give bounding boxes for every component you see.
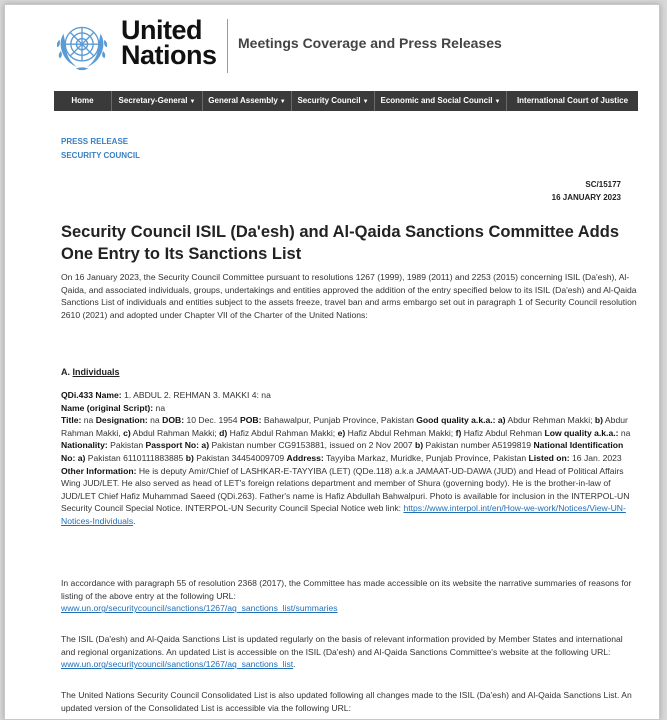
entry-gq-e-val: Hafiz Abdul Rehman Makki; (345, 427, 456, 438)
summaries-link[interactable]: www.un.org/securitycouncil/sanctions/1267/aq_sanctions_list/summaries (61, 603, 338, 614)
entry-addr-label: Address: (286, 452, 324, 463)
nav-general-assembly[interactable] (203, 91, 292, 111)
nav-security-council[interactable] (292, 91, 375, 111)
entry-nid-b-val: Pakistan 34454009709 (193, 452, 287, 463)
entry-id-label: QDi.433 Name: (61, 390, 122, 400)
entry-gq-f: f) (455, 427, 462, 438)
list-paragraph (61, 633, 639, 671)
entry-lq-value: na (618, 427, 631, 438)
security-council-label[interactable]: SECURITY COUNCIL (61, 151, 140, 160)
entry-orig-value: na (153, 402, 166, 413)
chevron-down-icon: ▼ (494, 99, 501, 105)
nav-secretary-general[interactable] (112, 91, 203, 111)
un-emblem-icon[interactable] (51, 15, 113, 77)
document-symbol: SC/15177 (585, 180, 621, 189)
summaries-paragraph (61, 577, 639, 615)
entry-pob-value: Bahawalpur, Punjab Province, Pakistan (261, 415, 417, 426)
entry-other-end: . (133, 515, 136, 526)
consolidated-paragraph: The United Nations Security Council Consolidated List is also updated following all changes made to the ISIL (Da'esh) and Al-Qaida Sanctions List. An updated version of the Consolidated List is accessible via the following URL: (61, 690, 632, 713)
entry-nid-a-val: Pakistan 6110111883885 (85, 452, 186, 463)
intro-paragraph: On 16 January 2023, the Security Council Committee pursuant to resolutions 1267 (1999), 1989 (2011) and 2253 (2015) concerning ISIL (Da'esh), Al-Qaida, and associated individuals, groups, undertakings and entities approved the addition of the entry specified below to its ISIL (Da'esh) and Al-Qaida Sanctions List of individuals and entities subject to the assets freeze, travel ban and arms embargo set out in paragraph 1 of Security Council resolution 2610 (2021) and adopted under Chapter VII of the Charter of the United Nations: (61, 272, 637, 320)
site-header (5, 5, 660, 85)
entry-pass-a: a) (199, 440, 210, 451)
entry-nid-b: b) (185, 452, 194, 463)
interpol-notice-link[interactable]: https://www.interpol.int/en/How-we-work/Notices/View-UN-Notices-Individuals (61, 503, 626, 526)
nav-general-assembly-label: General Assembly (208, 96, 278, 105)
main-nav (54, 91, 638, 111)
entry-listed-label: Listed on: (528, 452, 570, 463)
nav-economic-social-council-label: Economic and Social Council (380, 96, 493, 105)
summaries-text: In accordance with paragraph 55 of resolution 2368 (2017), the Committee has made accessible on its website the narrative summaries of reasons for listing of the above entry at the following URL: (61, 578, 632, 601)
entry-listed-value: 16 Jan. 2023 (569, 452, 622, 463)
nav-security-council-label: Security Council (297, 96, 361, 105)
nav-economic-social-council[interactable] (375, 91, 507, 111)
entry-gq-e: e) (337, 427, 346, 438)
entry-title-value: na (81, 415, 96, 426)
list-text: The ISIL (Da'esh) and Al-Qaida Sanctions List is updated regularly on the basis of relevant information provided by Member States and international and regional organizations. An updated List is accessible on the ISIL (Da'esh) and Al-Qaida Sanctions Committee's website at the following URL: (61, 634, 623, 657)
entry-lq-label: Low quality a.k.a.: (544, 427, 619, 438)
section-letter: A. (61, 367, 70, 377)
entry-gq-d: d) (219, 427, 228, 438)
entry-gq-c-val: Abdul Rahman Makki; (130, 427, 220, 438)
chevron-down-icon: ▼ (362, 99, 369, 105)
page-frame (4, 4, 660, 720)
entry-pass-a-val: Pakistan number CG9153881, issued on 2 Nov 2007 (209, 440, 415, 451)
entry-gq-a-val: Abdur Rehman Makki; (505, 415, 595, 426)
section-label: Individuals (72, 367, 120, 377)
entry-pob-label: POB: (239, 415, 262, 426)
entry-desig-label: Designation: (95, 415, 148, 426)
release-date: 16 JANUARY 2023 (551, 193, 621, 202)
brand-line-2: Nations (121, 40, 217, 70)
entry-other-label: Other Information: (61, 465, 137, 476)
entry-pass-b: b) (414, 440, 424, 451)
entry-gq-label: Good quality a.k.a.: (416, 415, 496, 426)
entry-gq-a: a) (497, 415, 506, 426)
entry-name: 1. ABDUL 2. REHMAN 3. MAKKI 4: na (121, 390, 271, 400)
nav-home[interactable] (54, 91, 112, 111)
entry-desig-value: na (147, 415, 163, 426)
sanctions-list-link[interactable]: www.un.org/securitycouncil/sanctions/1267/aq_sanctions_list (61, 659, 294, 670)
section-heading (61, 367, 120, 377)
nav-international-court-label: International Court of Justice (516, 96, 629, 105)
header-divider (227, 19, 228, 73)
entry-other-value: He is deputy Amir/Chief of LASHKAR-E-TAYYIBA (LET) (QDe.118) a.k.a JAMAAT-UD-DAWA (JUD) and Head of Political Affairs Wing JUD/LET. He also served as head of LET's foreign relations department and member of Shura (governing body). He is the brother-in-law of JUD/LET Chief Hafiz Muhammad Saeed (QDi.263). Father's name is Hafiz Abdullah Bahwalpuri. Photo is available for inclusion in the INTERPOL-UN Security Council Special Notice. INTERPOL-UN Security Council Special Notice web link: (61, 465, 630, 514)
un-wordmark[interactable] (121, 15, 217, 70)
list-end: . (293, 659, 296, 670)
brand-line-1: United (121, 15, 202, 45)
entry-nat-value: Pakistan (107, 440, 146, 451)
page-title: Security Council ISIL (Da'esh) and Al-Qaida Sanctions Committee Adds One Entry to Its Sanctions List (61, 223, 619, 263)
nav-home-label: Home (71, 96, 94, 105)
entry-nid-label: National Identification No: (61, 440, 624, 463)
entry-nat-label: Nationality: (61, 440, 108, 451)
chevron-down-icon: ▼ (189, 99, 196, 105)
entry-gq-c: c) (123, 427, 131, 438)
entry-gq-f-val: Hafiz Abdul Rehman (461, 427, 545, 438)
entry-gq-d-val: Hafiz Abdul Rahman Makki; (227, 427, 338, 438)
nav-secretary-general-label: Secretary-General (118, 96, 188, 105)
entry-nid-a: a) (75, 452, 86, 463)
entry-addr-value: Tayyiba Markaz, Muridke, Punjab Province, Pakistan (323, 452, 529, 463)
chevron-down-icon: ▼ (279, 99, 286, 105)
press-release-label[interactable]: PRESS RELEASE (61, 137, 129, 146)
entry-orig-label: Name (original Script): (61, 402, 154, 413)
entry-title-label: Title: (61, 415, 82, 426)
entry-pass-label: Passport No: (145, 440, 200, 451)
site-title[interactable]: Meetings Coverage and Press Releases (238, 35, 502, 51)
entry-gq-b: b) (594, 415, 604, 426)
entry-pass-b-val: Pakistan number A5199819 (423, 440, 534, 451)
nav-international-court[interactable] (507, 91, 638, 111)
entry-dob-label: DOB: (162, 415, 185, 426)
entry-dob-value: 10 Dec. 1954 (184, 415, 240, 426)
entry-block (61, 389, 639, 528)
entry-gq-b-val: Abdur Rahman Makki, (61, 415, 628, 438)
